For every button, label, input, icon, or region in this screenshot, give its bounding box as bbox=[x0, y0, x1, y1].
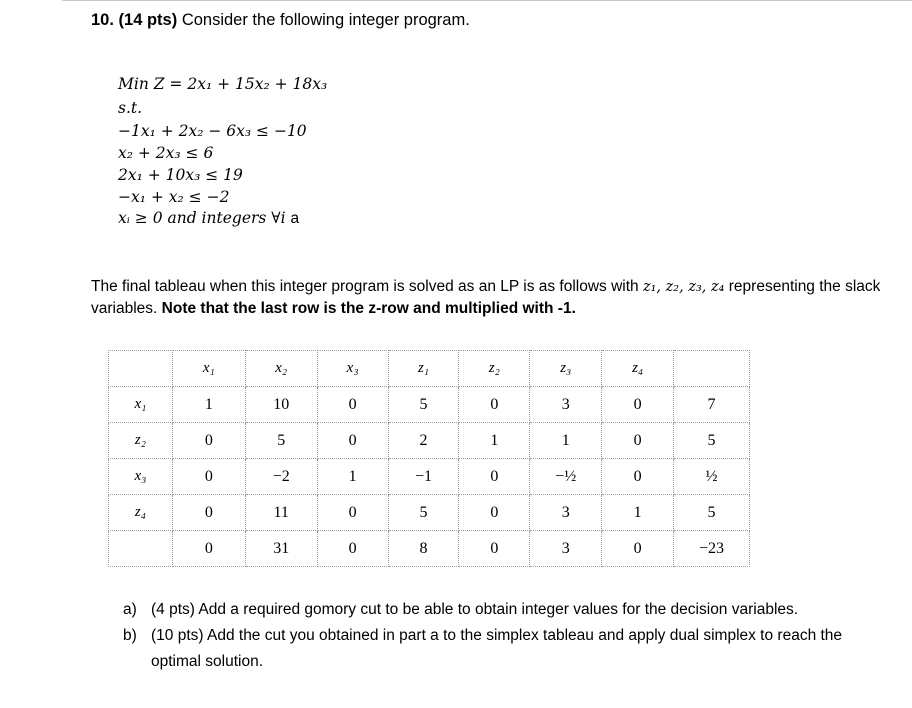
tableau-cell: 3 bbox=[530, 387, 602, 423]
tableau-cell: 0 bbox=[172, 459, 245, 495]
tableau-cell: 0 bbox=[459, 387, 530, 423]
tableau-cell: 5 bbox=[674, 423, 750, 459]
tableau-header-cell: x₃ bbox=[317, 351, 388, 387]
intro-text-2: representing the slack variables. bbox=[91, 278, 881, 317]
question-header bbox=[91, 11, 470, 30]
tableau-cell: −1 bbox=[388, 459, 459, 495]
objective-function: Min Z = 2x₁ + 15x₂ + 18x₃ bbox=[118, 75, 328, 93]
constraint-3: 2x₁ + 10x₃ ≤ 19 bbox=[118, 166, 243, 184]
subject-to-label: s.t. bbox=[118, 99, 143, 117]
tableau-cell: 10 bbox=[245, 387, 317, 423]
tableau-cell: 0 bbox=[172, 531, 245, 567]
slack-variables: z₁, z₂, z₃, z₄ bbox=[642, 279, 725, 295]
tableau-basis-cell: z₂ bbox=[109, 423, 173, 459]
constraint-2: x₂ + 2x₃ ≤ 6 bbox=[118, 144, 214, 162]
tableau-row bbox=[109, 387, 750, 423]
tableau-header-cell: z₁ bbox=[388, 351, 459, 387]
tableau-basis-cell: x₃ bbox=[109, 459, 173, 495]
tableau-cell: 0 bbox=[602, 459, 674, 495]
tableau-cell: 3 bbox=[530, 495, 602, 531]
tableau-cell: ½ bbox=[674, 459, 750, 495]
tableau-cell: −2 bbox=[245, 459, 317, 495]
tableau-cell: 0 bbox=[602, 531, 674, 567]
tableau-header-cell: x₁ bbox=[172, 351, 245, 387]
tableau-header-row bbox=[109, 351, 750, 387]
tableau-cell: 0 bbox=[459, 459, 530, 495]
tableau-row bbox=[109, 495, 750, 531]
tableau-z-row bbox=[109, 531, 750, 567]
tableau-cell: 1 bbox=[459, 423, 530, 459]
tableau-header-cell bbox=[109, 351, 173, 387]
tableau-cell: 0 bbox=[602, 387, 674, 423]
tableau-cell: 3 bbox=[530, 531, 602, 567]
intro-paragraph bbox=[91, 276, 891, 319]
question-prompt: Consider the following integer program. bbox=[181, 11, 470, 29]
question-points: (14 pts) bbox=[118, 11, 178, 29]
constraint-4: −x₁ + x₂ ≤ −2 bbox=[118, 188, 230, 206]
tableau-cell: 5 bbox=[245, 423, 317, 459]
question-number: 10. bbox=[91, 11, 114, 29]
tableau-cell: 0 bbox=[459, 495, 530, 531]
tableau-cell: 0 bbox=[317, 531, 388, 567]
tableau-cell: 0 bbox=[459, 531, 530, 567]
tableau-basis-cell bbox=[109, 531, 173, 567]
tableau-cell: 5 bbox=[674, 495, 750, 531]
tableau-row bbox=[109, 459, 750, 495]
part-a-text: (4 pts) Add a required gomory cut to be able to obtain integer values for the decision variables. bbox=[151, 601, 799, 618]
tableau-cell: 1 bbox=[530, 423, 602, 459]
intro-text-1: The final tableau when this integer program is solved as an LP is as follows with bbox=[91, 278, 639, 295]
tableau-cell: −23 bbox=[674, 531, 750, 567]
tableau-cell: 0 bbox=[602, 423, 674, 459]
constraint-1: −1x₁ + 2x₂ − 6x₃ ≤ −10 bbox=[118, 122, 307, 140]
tableau-cell: 0 bbox=[317, 423, 388, 459]
tableau-cell: 0 bbox=[317, 495, 388, 531]
tableau-header-cell: z₂ bbox=[459, 351, 530, 387]
tableau-cell: 2 bbox=[388, 423, 459, 459]
tableau-basis-cell: x₁ bbox=[109, 387, 173, 423]
tableau-basis-cell: z₄ bbox=[109, 495, 173, 531]
tableau-cell: 0 bbox=[172, 423, 245, 459]
top-rule bbox=[62, 0, 912, 1]
part-b bbox=[123, 623, 883, 675]
question-parts bbox=[123, 597, 883, 675]
part-a-label: a) bbox=[123, 601, 137, 618]
tableau-header-cell: z₃ bbox=[530, 351, 602, 387]
tableau-cell: 0 bbox=[317, 387, 388, 423]
tableau-cell: 5 bbox=[388, 387, 459, 423]
part-b-text: (10 pts) Add the cut you obtained in part a to the simplex tableau and apply dual simplex to reach the optimal solution. bbox=[151, 627, 843, 670]
tableau-cell: 31 bbox=[245, 531, 317, 567]
tableau-cell: 5 bbox=[388, 495, 459, 531]
tableau-cell: 7 bbox=[674, 387, 750, 423]
tableau-header-cell bbox=[674, 351, 750, 387]
tableau-cell: −½ bbox=[530, 459, 602, 495]
tableau-cell: 1 bbox=[172, 387, 245, 423]
simplex-tableau bbox=[108, 350, 750, 567]
tableau-header-cell: z₄ bbox=[602, 351, 674, 387]
tableau-cell: 1 bbox=[602, 495, 674, 531]
tableau-row bbox=[109, 423, 750, 459]
tableau-cell: 1 bbox=[317, 459, 388, 495]
part-a bbox=[123, 597, 883, 623]
intro-note: Note that the last row is the z-row and multiplied with -1. bbox=[161, 300, 576, 317]
tableau-header-cell: x₂ bbox=[245, 351, 317, 387]
part-b-label: b) bbox=[123, 627, 137, 644]
tableau-cell: 8 bbox=[388, 531, 459, 567]
domain-constraint: xᵢ ≥ 0 and integers ∀i a bbox=[118, 209, 300, 227]
tableau-cell: 0 bbox=[172, 495, 245, 531]
tableau-cell: 11 bbox=[245, 495, 317, 531]
